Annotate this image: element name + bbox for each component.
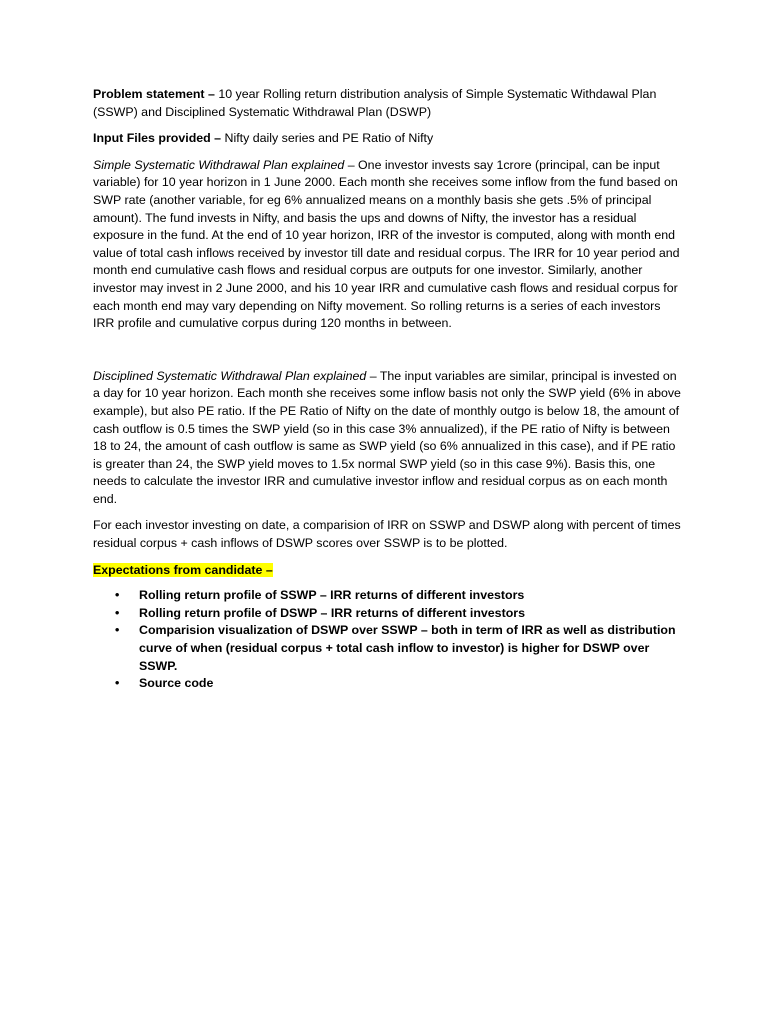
input-files-text: Nifty daily series and PE Ratio of Nifty	[221, 131, 434, 146]
bullet-icon: •	[115, 605, 120, 620]
problem-statement-text: 10 year Rolling return distribution analysis of Simple Systematic Withdawal Plan (SSWP) and Disciplined Systematic Withdrawal Plan (DSWP)	[93, 87, 657, 119]
dswp-paragraph	[93, 368, 683, 509]
input-files-label: Input Files provided –	[93, 131, 222, 146]
bullet-icon: •	[115, 623, 120, 638]
problem-statement	[93, 86, 683, 121]
list-item	[93, 587, 683, 605]
expectations-list	[93, 587, 683, 693]
sswp-text: – One investor invests say 1crore (principal, can be input variable) for 10 year horizon in 1 June 2000. Each month she receives some inflow from the fund based on SWP rate (another variable, for eg 6% annualized means on a monthly basis she gets .5% of principal amount). The fund invests in Nifty, and basis the ups and downs of Nifty, the investor has a residual exposure in the fund. At the end of 10 year horizon, IRR of the investor is computed, along with month end value of total cash inflows received by investor till date and residual corpus. The IRR for 10 year period and month end cumulative cash flows and residual corpus are outputs for one investor. Similarly, another investor may invest in 2 June 2000, and his 10 year IRR and cumulative cash flows and residual corpus for each month end may vary depending on Nifty movement. So rolling returns is a series of each investors IRR profile and cumulative corpus during 120 months in between.	[93, 157, 680, 331]
problem-statement-label: Problem statement –	[93, 87, 215, 101]
expectations-heading	[93, 562, 683, 580]
list-item	[93, 675, 683, 693]
expectations-heading-text: Expectations from candidate –	[93, 562, 273, 577]
list-item-text: Rolling return profile of SSWP – IRR returns of different investors	[139, 588, 525, 603]
dswp-label: Disciplined Systematic Withdrawal Plan explained	[93, 368, 367, 383]
list-item	[93, 622, 683, 675]
sswp-label: Simple Systematic Withdrawal Plan explained	[93, 157, 345, 172]
dswp-text: – The input variables are similar, principal is invested on a day for 10 year horizon. Each month she receives some inflow basis not only the SWP yield (6% in above example), but also PE ratio. If the PE Ratio of Nifty on the date of monthly outgo is below 18, the amount of cash outflow is 0.5 times the SWP yield (so in this case 3% annualized), if the PE ratio of Nifty is between 18 to 24, the amount of cash outflow is same as SWP yield (so 6% annualized in this case), and if PE ratio is greater than 24, the SWP yield moves to 1.5x normal SWP yield (so in this case 9%). Basis this, one needs to calculate the investor IRR and cumulative investor inflow and residual corpus as on each month end.	[93, 368, 681, 506]
list-item-text: Source code	[139, 676, 214, 691]
comparison-paragraph: For each investor investing on date, a comparision of IRR on SSWP and DSWP along with percent of times residual corpus + cash inflows of DSWP scores over SSWP is to be plotted.	[93, 518, 681, 551]
sswp-paragraph	[93, 157, 683, 333]
bullet-icon: •	[115, 588, 120, 603]
list-item-text: Comparision visualization of DSWP over SSWP – both in term of IRR as well as distribution curve of when (residual corpus + total cash inflow to investor) is higher for DSWP over SSWP.	[139, 623, 676, 673]
input-files	[93, 130, 683, 148]
list-item	[93, 605, 683, 623]
bullet-icon: •	[115, 676, 120, 691]
document-page	[93, 86, 683, 693]
blank-line	[93, 342, 683, 368]
list-item-text: Rolling return profile of DSWP – IRR returns of different investors	[139, 605, 525, 620]
